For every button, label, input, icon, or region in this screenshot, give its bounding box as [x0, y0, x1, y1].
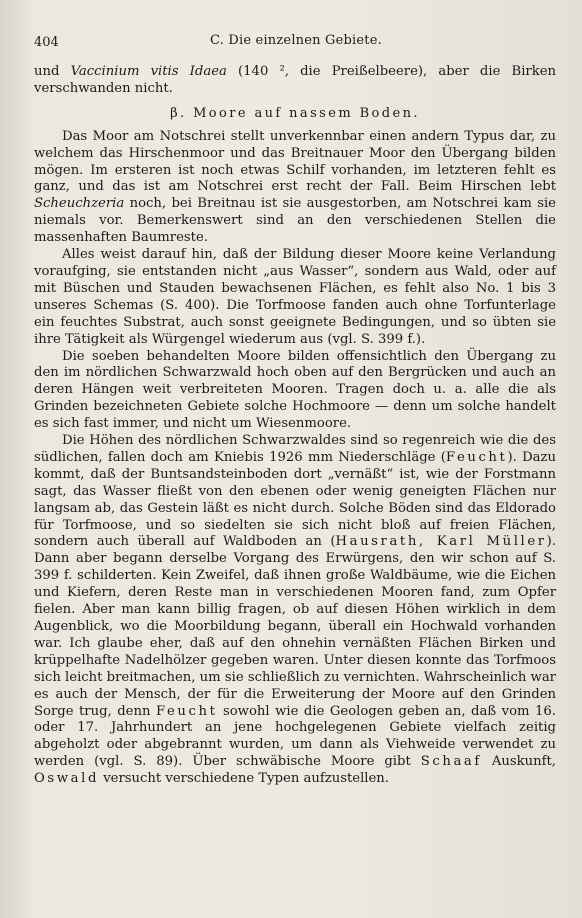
text-run: versucht verschiedene Typen aufzustellen. — [99, 771, 389, 787]
paragraph-continuation — [34, 64, 556, 98]
text-run: noch, bei Breitnau ist sie ausgestorben, am Notschrei kam sie niemals vor. Bemerkenswert sind an den verschiedenen Stellen die massenhaften Baumreste. — [34, 196, 556, 246]
paragraph — [34, 433, 556, 788]
paragraph — [34, 129, 556, 247]
page-header — [34, 33, 548, 53]
species-name: Vaccinium vitis Idaea — [70, 64, 227, 79]
section-heading: β. Moore auf nassem Boden. — [170, 105, 420, 121]
running-head: C. Die einzelnen Gebiete. — [210, 33, 382, 48]
text-run: ). Dazu kommt, daß der Buntsandsteinboden dort „vernäßt“ ist, wie der Forstmann sagt, das Wasser fließt von den ebenen oder wenig geneigten Flächen nur langsam ab, das Gestein läßt es nicht durch. Solche Böden sind das Eldorado für Torfmoose, und so siedelten sie sich nicht bloß auf freien Flächen, sondern auch überall auf Waldboden an ( — [34, 449, 556, 550]
text-run: Das Moor am Notschrei stellt unverkennbar einen andern Typus dar, zu welchem das Hirschenmoor und das Breitnauer Moor den Übergang bilden mögen. Im ersteren ist noch etwas Schilf vorhanden, im letzteren fehlt es ganz, und das ist am Notschrei erst recht der Fall. Beim Hirschen lebt — [34, 128, 556, 195]
author-name: Hausrath, Karl Müller — [335, 534, 547, 550]
paragraph: Die soeben behandelten Moore bilden offensichtlich den Übergang zu den im nördlichen Schwarzwald hoch oben auf den Bergrücken und auch an deren Hängen weit verbreiteten Mooren. Tragen doch u. a. alle die als Grinden bezeichneten Gebiete solche Hochmoore — denn um solche handelt es sich fast immer, und nicht um Wiesenmoore. — [34, 348, 556, 432]
page-number: 404 — [34, 35, 59, 50]
author-name: Oswald — [34, 771, 99, 787]
text-run: sowohl wie die Geologen geben an, daß vom 16. oder 17. Jahrhundert an jene hochgelegenen Gebiete vielfach zeitig abgeholzt oder abgebrannt wurden, um dann als Viehweide verwendet zu werden (vgl. S. 89). Über schwäbische Moore gibt — [34, 703, 556, 770]
text-run: Auskunft, — [481, 754, 556, 770]
author-name: Feucht — [155, 703, 218, 719]
author-name: Feucht — [445, 449, 508, 465]
text-run: Die Höhen des nördlichen Schwarzwaldes sind so regenreich wie die des südlichen, fallen doch am Kniebis 1926 mm Niederschläge ( — [34, 433, 556, 465]
text-run: und — [34, 64, 71, 79]
text-run: ). Dann aber begann derselbe Vorgang des Erwürgens, den wir schon auf S. 399 f. schilderten. Kein Zweifel, daß ihnen große Waldbäume, wie die Eichen und Kiefern, deren Reste man in verschiedenen Mooren fand, zum Opfer fielen. Aber man kann billig fragen, ob auf diesen Höhen wirklich in dem Augenblick, wo die Moorbildung begann, überall ein Hochwald vorhanden war. Ich glaube eher, daß auf den ohnehin vernäßten Flächen Birken und krüppelhafte Nadelhölzer gegeben waren. Unter diesen konnte das Torfmoos sich leicht breitmachen, um sie schließlich zu vernichten. Wahrscheinlich war es auch der Mensch, der für die Erweiterung der Moore auf den Grinden Sorge trug, denn — [34, 534, 556, 719]
page-body — [34, 64, 556, 788]
text-run: (140 ², die Preißelbeere), aber die Birken verschwanden nicht. — [34, 64, 557, 96]
species-name: Scheuchzeria — [34, 196, 125, 212]
author-name: Schaaf — [420, 754, 482, 770]
paragraph: Alles weist darauf hin, daß der Bildung dieser Moore keine Verlandung voraufging, sie entstanden nicht „aus Wasser“, sondern aus Wald, oder auf mit Büschen und Stauden bewachsenen Flächen, es fehlt also No. 1 bis 3 unseres Schemas (S. 400). Die Torfmoose fanden auch ohne Torfunterlage ein feuchtes Substrat, auch sonst geeignete Bedingungen, und so übten sie ihre Tätigkeit als Würgengel wiederum aus (vgl. S. 399 f.). — [34, 247, 556, 347]
